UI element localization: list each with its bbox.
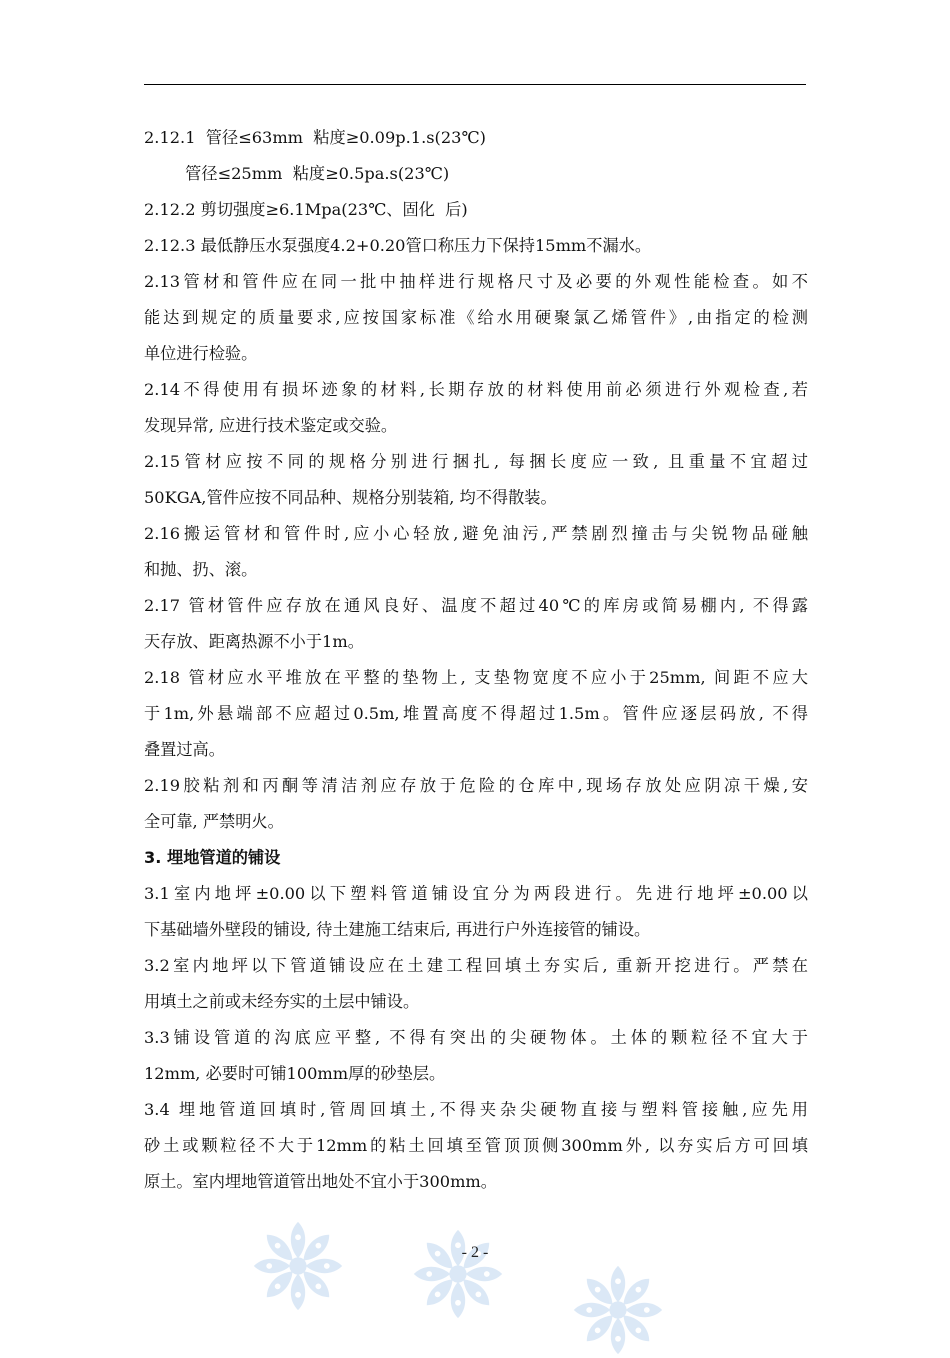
- text-line: 3.1室内地坪±0.00以下塑料管道铺设宜分为两段进行。先进行地坪±0.00以: [144, 884, 808, 903]
- text-line: 叠置过高。: [144, 740, 225, 759]
- text-line: 用填土之前或未经夯实的土层中铺设。: [144, 992, 420, 1011]
- text-line: 和抛、扔、滚。: [144, 560, 258, 579]
- text-line: 天存放、距离热源不小于1m。: [144, 632, 364, 651]
- document-body: [144, 120, 808, 1200]
- text-line: 2.13管材和管件应在同一批中抽样进行规格尺寸及必要的外观性能检查。如不: [144, 272, 808, 291]
- text-line: 砂土或颗粒径不大于12mm的粘土回填至管顶顶侧300mm外, 以夯实后方可回填: [144, 1136, 808, 1155]
- text-line: 2.16搬运管材和管件时,应小心轻放,避免油污,严禁剧烈撞击与尖锐物品碰触: [144, 524, 808, 543]
- text-line: 3.4 埋地管道回填时,管周回填土,不得夹杂尖硬物直接与塑料管接触,应先用: [144, 1100, 808, 1119]
- page-number: - 2 -: [461, 1244, 489, 1261]
- text-line: 原土。室内埋地管道管出地处不宜小于300mm。: [144, 1172, 497, 1191]
- text-line: 2.12.2 剪切强度≥6.1Mpa(23℃、固化 后): [144, 200, 468, 219]
- text-line: 2.12.1 管径≤63mm 粘度≥0.09p.1.s(23℃): [144, 128, 486, 147]
- text-line: 2.15管材应按不同的规格分别进行捆扎, 每捆长度应一致, 且重量不宜超过: [144, 452, 808, 471]
- text-line: 单位进行检验。: [144, 344, 258, 363]
- text-line: 3.3铺设管道的沟底应平整, 不得有突出的尖硬物体。土体的颗粒径不宜大于: [144, 1028, 808, 1047]
- text-line: 12mm, 必要时可铺100mm厚的砂垫层。: [144, 1064, 446, 1083]
- watermark-snowflake-icon: [250, 1218, 346, 1314]
- section-heading: 3. 埋地管道的铺设: [144, 848, 281, 867]
- watermark-snowflake-icon: [410, 1226, 506, 1322]
- text-line: 下基础墙外壁段的铺设, 待土建施工结束后, 再进行户外连接管的铺设。: [144, 920, 651, 939]
- text-line: 3.2室内地坪以下管道铺设应在土建工程回填土夯实后, 重新开挖进行。严禁在: [144, 956, 808, 975]
- header-rule: [144, 84, 806, 85]
- text-line: 发现异常, 应进行技术鉴定或交验。: [144, 416, 398, 435]
- text-line: 管径≤25mm 粘度≥0.5pa.s(23℃): [144, 164, 450, 183]
- text-line: 2.18 管材应水平堆放在平整的垫物上, 支垫物宽度不应小于25mm, 间距不应大: [144, 668, 808, 687]
- text-line: 2.19胶粘剂和丙酮等清洁剂应存放于危险的仓库中,现场存放处应阴凉干燥,安: [144, 776, 808, 795]
- text-line: 2.17 管材管件应存放在通风良好、温度不超过40℃的库房或简易棚内, 不得露: [144, 596, 808, 615]
- text-line: 全可靠, 严禁明火。: [144, 812, 284, 831]
- text-line: 2.12.3 最低静压水泵强度4.2+0.20管口称压力下保持15mm不漏水。: [144, 236, 652, 255]
- text-line: 于1m,外悬端部不应超过0.5m,堆置高度不得超过1.5m。管件应逐层码放, 不得: [144, 704, 808, 723]
- text-line: 50KGA,管件应按不同品种、规格分别装箱, 均不得散装。: [144, 488, 557, 507]
- text-line: 2.14不得使用有损坏迹象的材料,长期存放的材料使用前必须进行外观检查,若: [144, 380, 808, 399]
- text-line: 能达到规定的质量要求,应按国家标准《给水用硬聚氯乙烯管件》,由指定的检测: [144, 308, 808, 327]
